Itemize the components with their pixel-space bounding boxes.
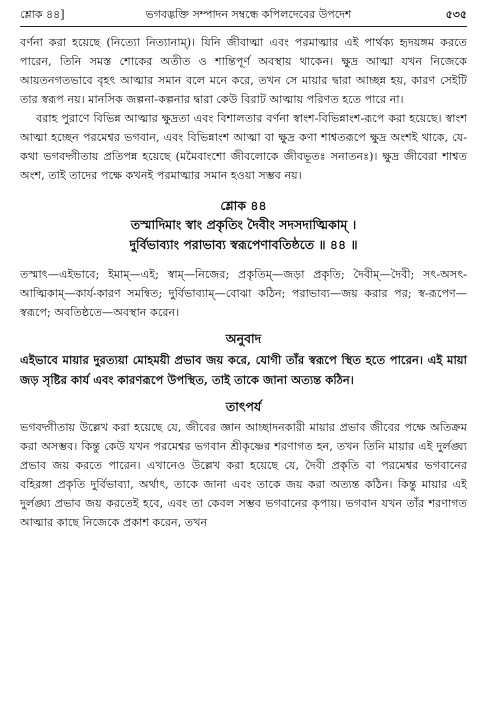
verse-line-2: দুর্বিভাব্যাং পরাভাব্য স্বরূপেণাবতিষ্ঠতে ॥ ৪৪ ॥ [129, 237, 358, 252]
verse-title: শ্লোক ৪৪ [220, 198, 267, 213]
purport-text: ভগবদ্গীতায় উল্লেখ করা হয়েছে যে, জীবের জ্ঞান আচ্ছাদনকারী মায়ার প্রভাব জীবের পক্ষে অতিক্রম করা অসম্ভব। কিন্তু কেউ যখন পরমেশ্বর ভগবান শ্রীকৃষ্ণের শরণাগত হন, তখন তিনি মায়ার এই দুর্লঙ্ঘ্য প্রভাব জয় করতে পারেন। এখানেও উল্লেখ করা হয়েছে যে, দৈবী প্রকৃতি বা পরমেশ্বর ভগবানের বহিরঙ্গা প্রকৃতি দুর্বিভাব্যা, অর্থাৎ, তাকে জানা এবং তাকে জয় করা অত্যন্ত কঠিন। কিন্তু মায়ার এই দুর্লঙ্ঘ্য প্রভাব জয় করতেই হবে, এবং তা কেবল সম্ভব ভগবানের কৃপায়। ভগবান যখন তাঁর শরণাগত আত্মার কাছে নিজেকে প্রকাশ করেন, তখন [20, 421, 467, 529]
synonyms: তস্মাৎ—এইভাবে; ইমাম্—এই; স্বাম্—নিজের; প্রকৃতিম্—জড়া প্রকৃতি; দৈবীম্—দৈবী; সৎ-অসৎ-আত্মিকাম্—কার্য-কারণ সমন্বিত; দুর্বিভাব্যাম্—বোঝা কঠিন; পরাভাব্য—জয় করার পর; স্ব-রূপেণ—স্বরূপে; অবতিষ্ঠতে—অবস্থান করেন। [20, 268, 467, 319]
verse-line-1: তস্মাদিমাং স্বাং প্রকৃতিং দৈবীং সদসদাত্মিকাম্ । [130, 217, 357, 232]
header-verse-ref: শ্লোক ৪৪] [20, 8, 65, 21]
header-chapter-title: ভগবদ্ভক্তি সম্পাদন সম্বন্ধে কপিলদেবের উপদেশ [145, 8, 352, 21]
translation-block [20, 350, 467, 390]
header-rule [20, 26, 467, 27]
purport-heading: তাৎপর্য [225, 399, 262, 414]
paragraph-1: বর্ণনা করা হয়েছে (নিত্যো নিত্যানাম্)। যিনি জীবাত্মা এবং পরমাত্মার এই পার্থক্য হৃদয়ঙ্গম করতে পারেন, তিনি সমস্ত শোকের অতীত ও শান্তিপূর্ণ অবস্থায় থাকেন। ক্ষুদ্র আত্মা যখন নিজেকে আয়তনগতভাবে বৃহৎ আত্মার সমান বলে মনে করে, তখন সে মায়ার দ্বারা আচ্ছন্ন হয়, কারণ সেইটি তার স্বরূপ নয়। মানসিক জল্পনা-কল্পনার দ্বারা কেউ বিরাট আত্মায় পরিণত হতে পারে না। [20, 36, 467, 106]
paragraph-2: বরাহ পুরাণে বিভিন্ন আত্মার ক্ষুদ্রতা এবং বিশালতার বর্ণনা স্বাংশ-বিভিন্নাংশ-রূপে করা হয়েছে। স্বাংশ আত্মা হচ্ছেন পরমেশ্বর ভগবান, এবং বিভিন্নাংশ আত্মা বা ক্ষুদ্র কণা শাশ্বতরূপে ক্ষুদ্র অংশই থাকে, যে-কথা ভগবদ্গীতায় প্রতিপন্ন হয়েছে (মমৈবাংশো জীবলোকে জীবভূতঃ সনাতনঃ)। ক্ষুদ্র জীবেরা শাশ্বত অংশ, তাই তাদের পক্ষে কখনই পরমাত্মার সমান হওয়া সম্ভব নয়। [20, 112, 467, 182]
page-number: ৫৩৫ [445, 8, 467, 21]
translation-heading: অনুবাদ [225, 331, 262, 346]
running-header [20, 6, 467, 24]
translation-text: এইভাবে মায়ার দুরত্যয়া মোহময়ী প্রভাব জয় করে, যোগী তাঁর স্বরূপে স্থিত হতে পারেন। এই মায়া জড় সৃষ্টির কার্য এবং কারণরূপে উপস্থিত, তাই তাকে জানা অত্যন্ত কঠিন। [20, 353, 467, 387]
